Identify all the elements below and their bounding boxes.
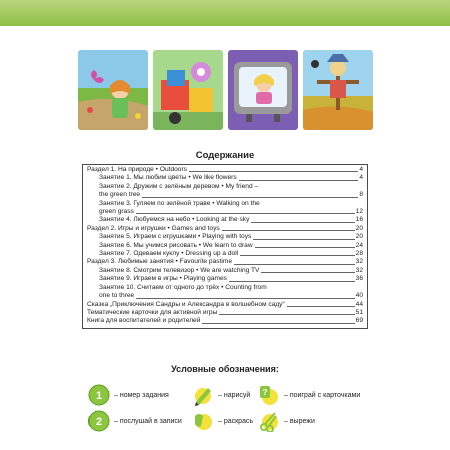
toc-row	[87, 183, 363, 191]
toc-row-leader	[229, 281, 355, 282]
toc-row-text: Тематические карточки для активной игры	[87, 308, 218, 316]
toc-row-leader	[219, 314, 354, 315]
toc-row	[87, 216, 363, 224]
illustration-girl-meadow	[78, 50, 148, 130]
toc-row	[87, 292, 363, 300]
toc-row-text: Раздел 2. Игры и игрушки • Games and toys	[87, 224, 220, 232]
toc-row-page: 20	[355, 233, 363, 241]
listen-audio-icon	[88, 410, 110, 432]
toc-row-leader	[142, 197, 358, 198]
toc-row-page: 36	[355, 275, 363, 283]
toc-row-leader	[136, 298, 354, 299]
toc-row-text: Занятие 4. Любуемся на небо • Looking at the sky	[99, 216, 250, 224]
toc-row	[87, 284, 363, 292]
legend-item	[88, 410, 182, 432]
legend-item	[258, 384, 360, 406]
legend-item-label: – нарисуй	[218, 391, 251, 399]
toc-row-text: Занятие 1. Мы любим цветы • We like flowers	[99, 174, 237, 182]
toc-row-leader	[255, 247, 355, 248]
task-number-icon	[88, 384, 110, 406]
toc-row-text: Раздел 3. Любимые занятия • Favourite pastime	[87, 258, 233, 266]
toc-row-page: 44	[355, 300, 363, 308]
toc-row-page: 12	[355, 208, 363, 216]
toc-row-page: 32	[355, 258, 363, 266]
toc-row-page: 24	[355, 241, 363, 249]
legend-item	[192, 410, 253, 432]
svg-text:1: 1	[95, 390, 103, 402]
legend-item-label: – номер задания	[114, 391, 169, 399]
legend-item	[258, 410, 315, 432]
top-green-bar	[0, 0, 450, 28]
toc-row-page: 40	[355, 292, 363, 300]
toc-row-text: green grass	[99, 208, 134, 216]
toc-row-leader	[189, 171, 358, 172]
toc-row-text: Сказка „Приключения Сандры и Александра в волшебном саду“	[87, 300, 285, 308]
cards-play-icon	[258, 384, 280, 406]
toc-row-leader	[136, 213, 355, 214]
toc-row-text: Занятие 6. Мы учимся рисовать • We learn to draw	[99, 241, 253, 249]
toc-row-leader	[222, 230, 355, 231]
scissors-cut-icon	[258, 410, 280, 432]
toc-row	[87, 174, 363, 182]
toc-row-page: 28	[355, 250, 363, 258]
toc-row-leader	[240, 255, 355, 256]
toc-row	[87, 225, 363, 233]
toc-row-page: 32	[355, 266, 363, 274]
toc-row-page: 51	[355, 308, 363, 316]
illustration-strip	[0, 50, 450, 132]
pencil-draw-icon	[192, 384, 214, 406]
toc-row-text: the green tree	[99, 191, 141, 199]
toc-row-text: Раздел 1. На природе • Outdoors	[87, 166, 187, 173]
toc-row-text: Занятие 3. Гуляем по зелёной траве • Walking on the	[99, 199, 260, 207]
illustration-scarecrow	[303, 50, 373, 130]
toc-row	[87, 233, 363, 241]
toc-row-page: 20	[355, 224, 363, 232]
svg-text:2: 2	[95, 416, 103, 428]
toc-row	[87, 191, 363, 199]
toc-row	[87, 242, 363, 250]
toc-box	[82, 164, 368, 329]
legend-item-label: – вырежи	[284, 417, 315, 425]
legend-item	[88, 384, 169, 406]
toc-row-leader	[202, 323, 354, 324]
table-of-contents	[82, 150, 368, 329]
toc-row-text: Занятие 8. Смотрим телевизор • We are watching TV	[99, 266, 260, 274]
toc-row-text: Занятие 5. Играем с игрушками • Playing with toys	[99, 233, 252, 241]
toc-row-leader	[251, 222, 354, 223]
toc-row-text: Занятие 9. Играем в игры • Playing games	[99, 275, 227, 283]
toc-row-text: Занятие 2. Дружим с зелёным деревом • My friend –	[99, 182, 259, 190]
toc-row-page: 4	[359, 166, 363, 173]
toc-row-leader	[287, 306, 355, 307]
svg-text:?: ?	[262, 388, 268, 397]
color-in-icon	[192, 410, 214, 432]
toc-row-text: Занятие 7. Одеваем куклу • Dressing up a doll	[99, 250, 239, 258]
toc-row	[87, 258, 363, 266]
toc-row-page: 69	[355, 317, 363, 325]
toc-row-page: 4	[359, 174, 363, 182]
toc-title: Содержание	[195, 150, 255, 161]
toc-row-leader	[234, 264, 355, 265]
legend-title: Условные обозначения:	[171, 364, 279, 374]
legend-item	[192, 384, 250, 406]
legend-item-label: – послушай в записи	[114, 417, 182, 425]
toc-row-page: 16	[355, 216, 363, 224]
toc-row	[87, 301, 363, 309]
toc-row-leader	[253, 239, 354, 240]
legend-item-label: – раскрась	[218, 417, 254, 425]
toc-row-text: Занятие 10. Считаем от одного до трёх • Counting from	[99, 283, 267, 291]
toc-row-leader	[239, 180, 359, 181]
illustration-tv	[228, 50, 298, 130]
illustration-toys	[153, 50, 223, 130]
toc-row-page: 8	[359, 191, 363, 199]
toc-row	[87, 275, 363, 283]
toc-row	[87, 317, 363, 325]
toc-row-leader	[261, 272, 354, 273]
toc-row-text: Книга для воспитателей и родителей	[87, 317, 201, 325]
toc-row	[87, 200, 363, 208]
toc-row	[87, 267, 363, 275]
legend-item-label: – поиграй с карточками	[284, 391, 361, 399]
toc-row-text: one to three	[99, 292, 135, 300]
